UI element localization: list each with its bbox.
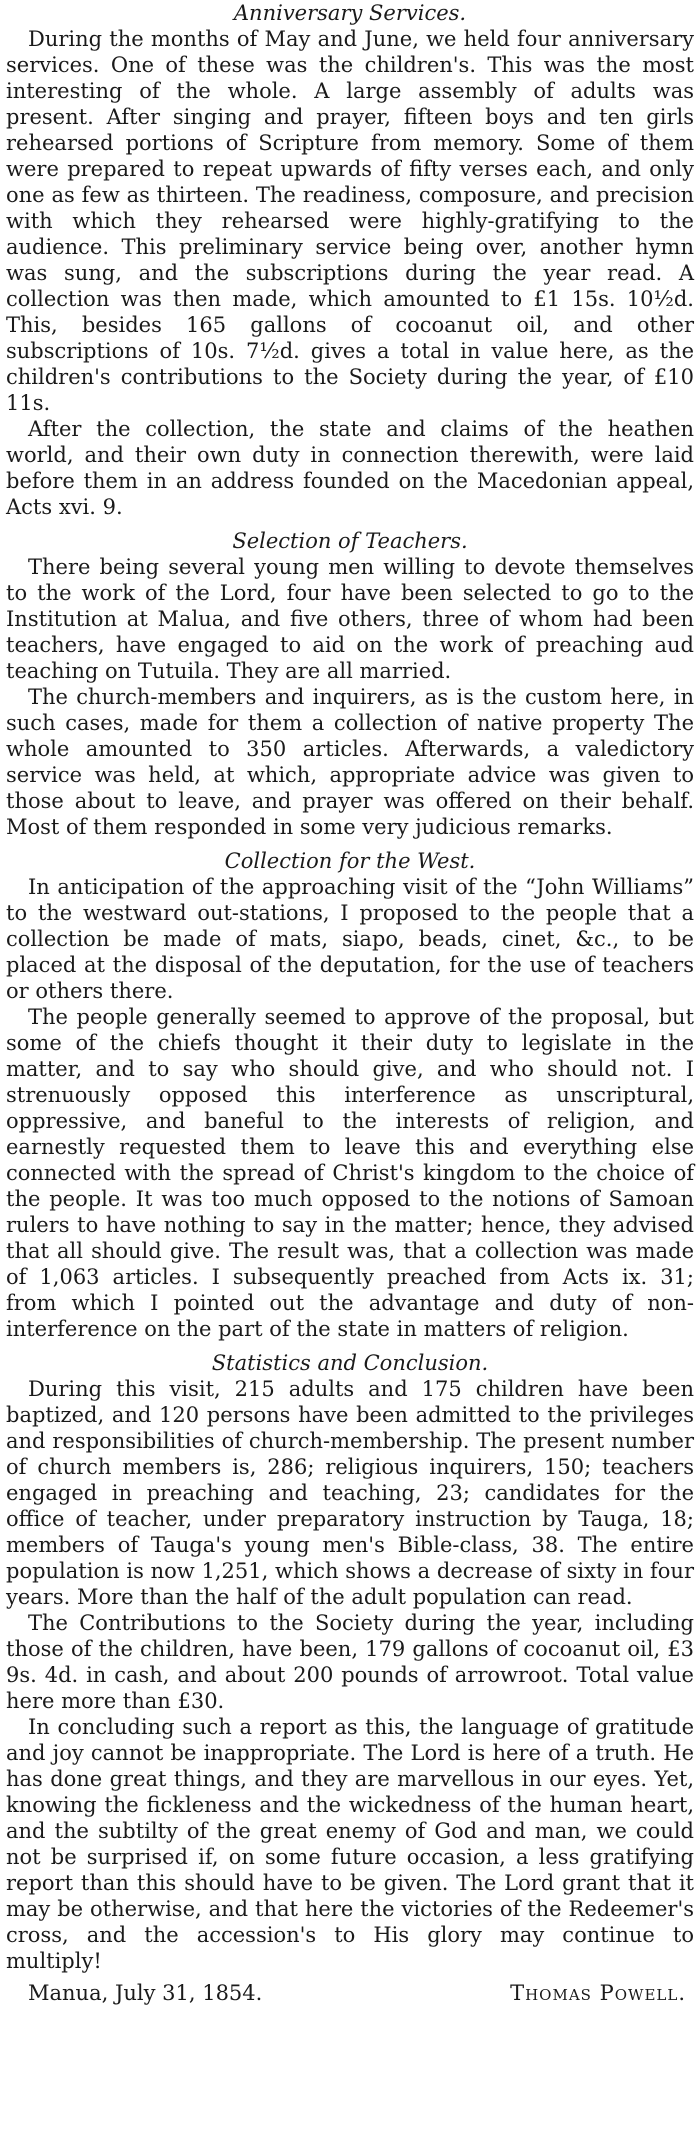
paragraph-west-2: The people generally seemed to approve of the proposal, but some of the chiefs thought it their duty to legislate in the matter, and to say who should give, and who should not. I strenuously opposed this interference as unscriptural, oppressive, and baneful to the interests of religion, and earnestly requested them to leave this and everything else connected with the spread of Christ's kingdom to the choice of the people. It was too much opposed to the notions of Samoan rulers to have nothing to say in the matter; hence, they advised that all should give. The result was, that a collection was made of 1,063 articles. I subsequently preached from Acts ix. 31; from which I pointed out the advantage and duty of non-interference on the part of the state in matters of religion. [6,1005,694,1341]
paragraph-anniversary-1: During the months of May and June, we held four anniversary services. One of these was the children's. This was the most interesting of the whole. A large assembly of adults was present. After singing and prayer, fifteen boys and ten girls rehearsed portions of Scripture from memory. Some of them were prepared to repeat upwards of fifty verses each, and only one as few as thirteen. The readiness, composure, and precision with which they rehearsed were highly-gratifying to the audience. This preliminary service being over, another hymn was sung, and the subscriptions during the year read. A collection was then made, which amounted to £1 15s. 10½d. This, besides 165 gallons of cocoanut oil, and other subscriptions of 10s. 7½d. gives a total in value here, as the children's contributions to the Society during the year, of £10 11s. [6,27,694,415]
section-heading-anniversary: Anniversary Services. [233,1,467,25]
text-column [6,0,694,2006]
paragraph-west-1: In anticipation of the approaching visit of the “John Williams” to the westward out-stations, I proposed to the people that a collection be made of mats, siapo, beads, cinet, &c., to be placed at the disposal of the deputation, for the use of teachers or others there. [6,875,694,1003]
paragraph-teachers-2: The church-members and inquirers, as is the custom here, in such cases, made for them a collection of native property The whole amounted to 350 articles. Afterwards, a valedictory service was held, at which, appropriate advice was given to those about to leave, and prayer was offered on their behalf. Most of them responded in some very judicious remarks. [6,685,694,839]
signoff [6,1980,694,2006]
paragraph-statistics-3: In concluding such a report as this, the language of gratitude and joy cannot be inappropriate. The Lord is here of a truth. He has done great things, and they are marvellous in our eyes. Yet, knowing the fickleness and the wickedness of the human heart, and the subtilty of the great enemy of God and man, we could not be surprised if, on some future occasion, a less gratifying report than this should have to be given. The Lord grant that it may be otherwise, and that here the victories of the Redeemer's cross, and the accession's to His glory may continue to multiply! [6,1715,694,1973]
paragraph-anniversary-2: After the collection, the state and claims of the heathen world, and their own duty in connection therewith, were laid before them in an address founded on the Macedonian appeal, Acts xvi. 9. [6,417,694,519]
section-heading-teachers: Selection of Teachers. [232,529,468,553]
paragraph-teachers-1: There being several young men willing to devote themselves to the work of the Lord, four have been selected to go to the Institution at Malua, and five others, three of whom had been teachers, have engaged to aid on the work of preaching aud teaching on Tutuila. They are all married. [6,555,694,683]
signoff-author: Thomas Powell. [510,1981,686,2005]
section-heading-west: Collection for the West. [224,849,476,873]
signoff-place-date: Manua, July 31, 1854. [28,1981,263,2005]
section-heading-statistics: Statistics and Conclusion. [211,1351,489,1375]
paragraph-statistics-2: The Contributions to the Society during the year, including those of the children, have been, 179 gallons of cocoanut oil, £3 9s. 4d. in cash, and about 200 pounds of arrowroot. Total value here more than £30. [6,1611,694,1713]
paragraph-statistics-1: During this visit, 215 adults and 175 children have been baptized, and 120 persons have been admitted to the privileges and responsibilities of church-membership. The present number of church members is, 286; religious inquirers, 150; teachers engaged in preaching and teaching, 23; candidates for the office of teacher, under preparatory instruction by Tauga, 18; members of Tauga's young men's Bible-class, 38. The entire population is now 1,251, which shows a decrease of sixty in four years. More than the half of the adult population can read. [6,1377,694,1609]
